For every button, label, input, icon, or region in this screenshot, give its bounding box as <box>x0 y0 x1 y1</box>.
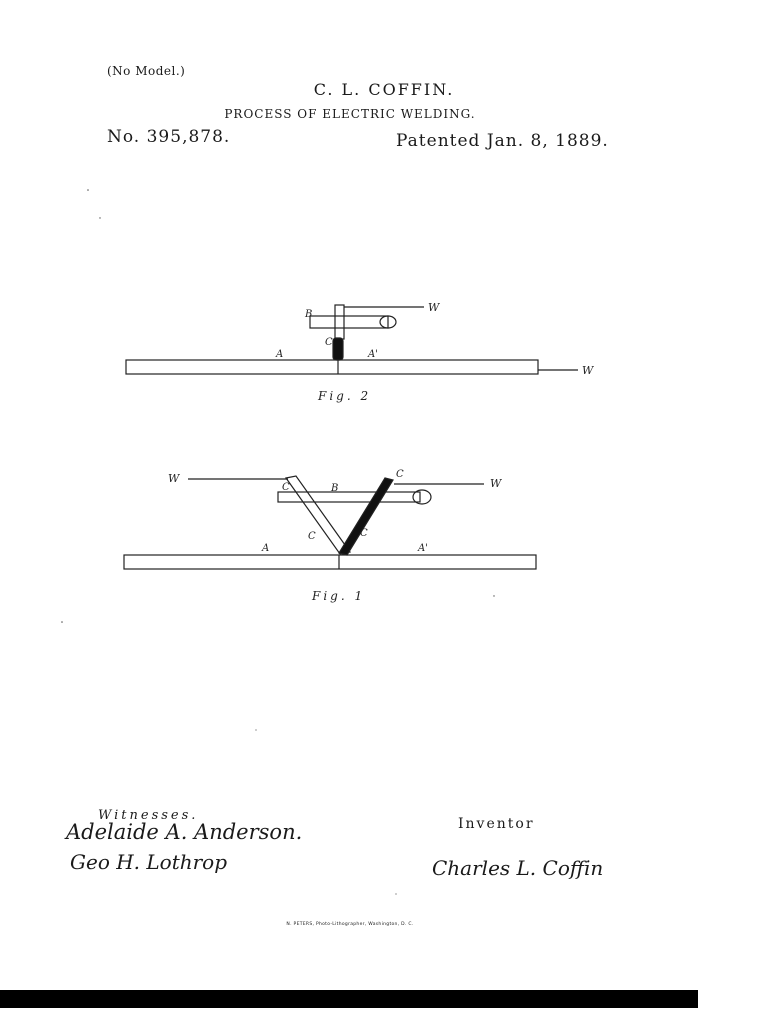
printer-credit: N. PETERS, Photo-Lithographer, Washington, D. C. <box>286 922 414 927</box>
witness-signature-2: Geo H. Lothrop <box>70 850 228 874</box>
fig2-label-c: C <box>325 337 333 348</box>
patented-date: Patented Jan. 8, 1889. <box>396 131 609 151</box>
fig2-label-a-prime: A' <box>368 349 378 360</box>
fig1-carbon-left <box>286 476 350 554</box>
no-model-note: (No Model.) <box>107 64 186 78</box>
fig2-rod-clamp <box>335 305 344 339</box>
fig1-holder-knob <box>413 490 431 504</box>
fig1-label-c-left: C <box>282 482 290 493</box>
fig1-label-c-mid-left: C <box>308 531 316 542</box>
fig1-label-a: A <box>262 543 270 554</box>
fig2-caption: Fig. 2 <box>318 389 372 403</box>
witnesses-label: Witnesses. <box>98 808 199 823</box>
inventor-label: Inventor <box>458 816 535 832</box>
fig2-carbon <box>333 338 343 360</box>
figure-1 <box>124 476 536 569</box>
witness-signature-1: Adelaide A. Anderson. <box>66 820 303 844</box>
fig1-bar <box>124 555 536 569</box>
scan-edge-bar <box>0 990 698 1008</box>
fig1-label-a-prime: A' <box>418 543 428 554</box>
fig1-label-w-left: W <box>168 472 180 485</box>
fig2-label-a: A <box>276 349 284 360</box>
fig1-carbon-right <box>339 478 393 555</box>
patent-number: No. 395,878. <box>107 127 231 147</box>
process-title: PROCESS OF ELECTRIC WELDING. <box>224 107 476 121</box>
paper-specks <box>61 189 494 894</box>
figure-2 <box>126 305 578 374</box>
fig2-bar <box>126 360 538 374</box>
figure-1-labels <box>168 469 503 603</box>
fig2-label-w-right: W <box>582 364 594 377</box>
fig1-label-w-right: W <box>490 477 502 490</box>
fig1-label-c-mid-right: C <box>360 528 368 539</box>
fig2-label-w-top: W <box>428 301 440 314</box>
fig2-label-b: B <box>305 309 313 320</box>
fig1-label-b: B <box>331 483 339 494</box>
inventor-name-heading: C. L. COFFIN. <box>313 80 455 99</box>
fig1-label-c-top: C <box>396 469 404 480</box>
fig2-holder <box>310 316 388 328</box>
inventor-signature: Charles L. Coffin <box>432 856 604 880</box>
fig1-caption: Fig. 1 <box>312 589 366 603</box>
